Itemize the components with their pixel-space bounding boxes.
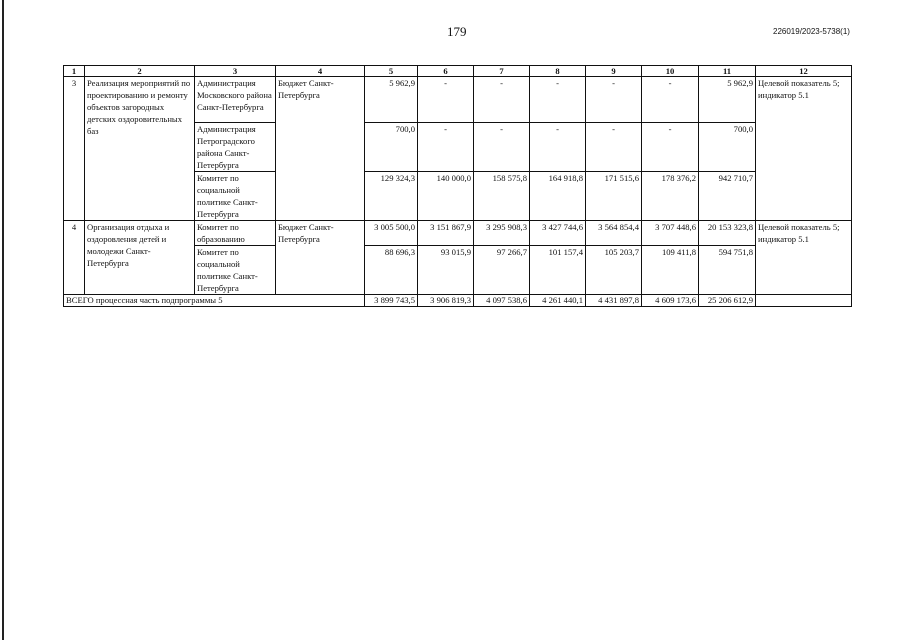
executor: Комитет по образованию <box>195 221 276 246</box>
executor: Комитет по социальной политике Санкт-Петербурга <box>195 172 276 221</box>
value-cell: 3 295 908,3 <box>474 221 530 246</box>
total-value: 4 261 440,1 <box>530 295 586 307</box>
indicator: Целевой показатель 5; индикатор 5.1 <box>756 77 852 221</box>
column-header: 3 <box>195 66 276 77</box>
value-cell: 942 710,7 <box>699 172 756 221</box>
value-cell: 97 266,7 <box>474 246 530 295</box>
value-cell: - <box>586 123 642 172</box>
value-cell: - <box>418 77 474 123</box>
value-cell: 3 151 867,9 <box>418 221 474 246</box>
column-header: 5 <box>365 66 418 77</box>
executor: Администрация Петроградского района Санкт-Петербурга <box>195 123 276 172</box>
value-cell: 93 015,9 <box>418 246 474 295</box>
value-cell: 88 696,3 <box>365 246 418 295</box>
total-label: ВСЕГО процессная часть подпрограммы 5 <box>64 295 365 307</box>
value-cell: 171 515,6 <box>586 172 642 221</box>
value-cell: - <box>474 123 530 172</box>
value-cell: 5 962,9 <box>699 77 756 123</box>
column-header: 1 <box>64 66 85 77</box>
value-cell: 178 376,2 <box>642 172 699 221</box>
value-cell: - <box>530 77 586 123</box>
value-cell: - <box>642 77 699 123</box>
value-cell: 3 005 500,0 <box>365 221 418 246</box>
value-cell: 140 000,0 <box>418 172 474 221</box>
value-cell: 20 153 323,8 <box>699 221 756 246</box>
total-value: 4 609 173,6 <box>642 295 699 307</box>
row-number: 4 <box>64 221 85 295</box>
value-cell: 164 918,8 <box>530 172 586 221</box>
value-cell: 3 564 854,4 <box>586 221 642 246</box>
header-row <box>64 66 852 77</box>
column-header: 11 <box>699 66 756 77</box>
budget-table <box>63 65 852 307</box>
total-value: 4 431 897,8 <box>586 295 642 307</box>
row-number: 3 <box>64 77 85 221</box>
total-value: 4 097 538,6 <box>474 295 530 307</box>
value-cell: - <box>586 77 642 123</box>
value-cell: 158 575,8 <box>474 172 530 221</box>
value-cell: - <box>642 123 699 172</box>
column-header: 9 <box>586 66 642 77</box>
value-cell: 700,0 <box>365 123 418 172</box>
column-header: 7 <box>474 66 530 77</box>
table-row <box>64 221 852 246</box>
value-cell: 5 962,9 <box>365 77 418 123</box>
value-cell: - <box>530 123 586 172</box>
total-value: 3 899 743,5 <box>365 295 418 307</box>
funding-source: Бюджет Санкт-Петербурга <box>276 221 365 295</box>
indicator: Целевой показатель 5; индикатор 5.1 <box>756 221 852 295</box>
value-cell: 3 427 744,6 <box>530 221 586 246</box>
total-row <box>64 295 852 307</box>
value-cell: 700,0 <box>699 123 756 172</box>
activity-name: Реализация мероприятий по проектированию и ремонту объектов загородных детских оздоровительных баз <box>85 77 195 221</box>
executor: Администрация Московского района Санкт-Петербурга <box>195 77 276 123</box>
executor: Комитет по социальной политике Санкт-Петербурга <box>195 246 276 295</box>
activity-name: Организация отдыха и оздоровления детей и молодежи Санкт-Петербурга <box>85 221 195 295</box>
column-header: 6 <box>418 66 474 77</box>
value-cell: 105 203,7 <box>586 246 642 295</box>
total-value: 25 206 612,9 <box>699 295 756 307</box>
total-value: 3 906 819,3 <box>418 295 474 307</box>
left-margin-rule <box>2 0 4 640</box>
value-cell: 101 157,4 <box>530 246 586 295</box>
value-cell: 109 411,8 <box>642 246 699 295</box>
value-cell: 129 324,3 <box>365 172 418 221</box>
column-header: 10 <box>642 66 699 77</box>
total-empty-cell <box>756 295 852 307</box>
value-cell: 3 707 448,6 <box>642 221 699 246</box>
column-header: 2 <box>85 66 195 77</box>
page-number: 179 <box>447 24 467 39</box>
value-cell: - <box>474 77 530 123</box>
funding-source: Бюджет Санкт-Петербурга <box>276 77 365 221</box>
table-row <box>64 77 852 123</box>
column-header: 12 <box>756 66 852 77</box>
column-header: 8 <box>530 66 586 77</box>
value-cell: 594 751,8 <box>699 246 756 295</box>
value-cell: - <box>418 123 474 172</box>
document-id: 226019/2023-5738(1) <box>773 27 850 36</box>
column-header: 4 <box>276 66 365 77</box>
